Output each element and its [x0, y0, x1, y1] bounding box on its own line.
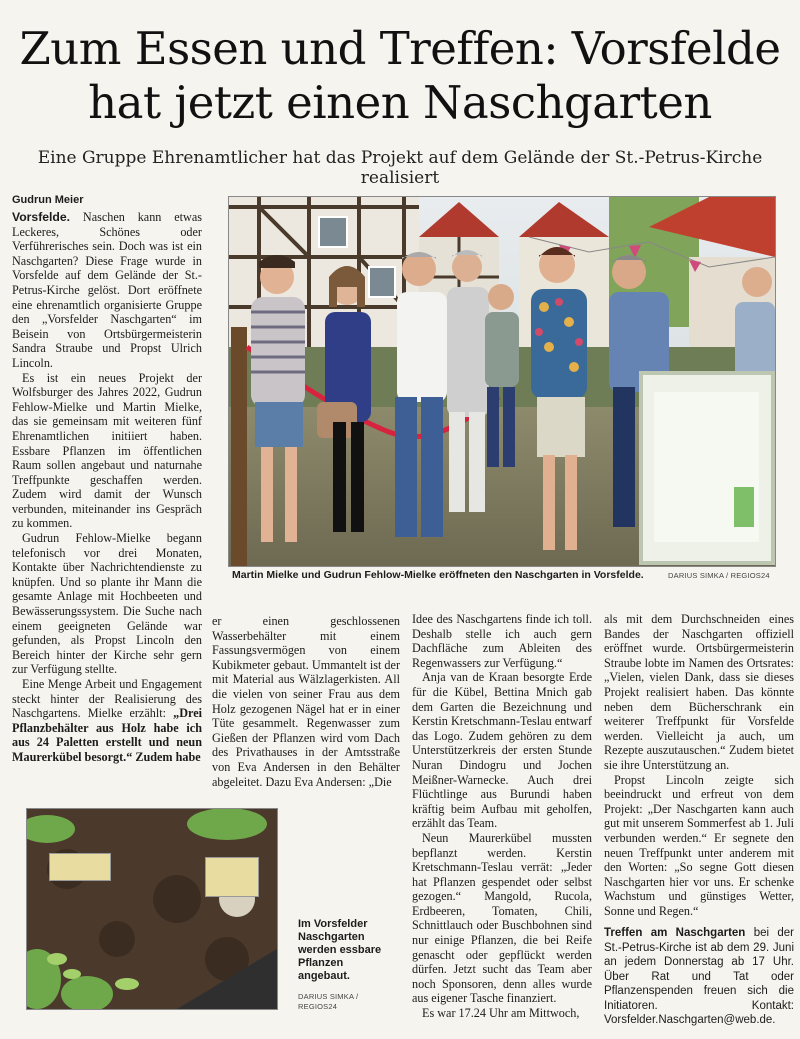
headline-line-2: hat jetzt einen Naschgarten	[88, 76, 712, 129]
article-column-3	[412, 612, 592, 1021]
article-column-2	[212, 614, 400, 789]
garden-bed-photo	[27, 809, 277, 1009]
main-photo	[228, 196, 776, 567]
paragraph	[12, 677, 202, 765]
article-headline	[0, 22, 800, 130]
paragraph: als mit dem Durchschneiden eines Bandes der Naschgarten offiziell eröffnet wurde. Ortsbürgermeisterin Straube lobte im Namen des Ortsrates: „Vielen, vielen Dank, dass sie dieses Projekt realisiert haben. Das könnte neben dem Bücherschrank ein weiterer Treffpunkt für Vorsfelde werden. Vielleicht ja auch, um Rezepte auszutauschen.“ Zudem bietet sie ihre Unterstützung an.	[604, 612, 794, 772]
info-box-title: Treffen am Naschgarten	[604, 927, 746, 940]
article-column-4	[604, 612, 794, 1028]
author-byline: Gudrun Meier	[12, 194, 84, 206]
paragraph: Es war 17.24 Uhr am Mittwoch,	[422, 1006, 580, 1021]
dateline: Vorsfelde.	[12, 210, 71, 224]
paragraph: Propst Lincoln zeigte sich beeindruckt und erfreut von dem Projekt: „Der Naschgarten kann auch gut mit unserem Sommerfest ab 1. Juli verbunden werden.“ Er segnete den neuen Treffpunkt unter anderem mit den Worten: „So segne Gott diesen Naschgarten hier vor uns. Er schenke Wachstum und günstiges Wetter, Sonne und Regen.“	[604, 772, 794, 918]
info-box	[604, 926, 794, 1028]
paragraph-text: Naschen kann etwas Leckeres, Schönes oder Verführerisches sein. Doch was ist ein Naschgarten? Diese Frage wurde in Vorsfelde auf dem Gelände der St.-Petrus-Kirche gelöst. Dort eröffnete eine ehrenamtlich organisierte Gruppe den „Vorsfelder Naschgarten“ im Beisein von Ortsbürgermeisterin Sandra Straube und Propst Ulrich Lincoln.	[12, 210, 202, 370]
paragraph: Neun Maurerkübel mussten bepflanzt werden. Kerstin Kretschmann-Teslau verrät: „Jeder hat Pflanzen gespendet oder selbst gezogen.“ Mangold, Rucola, Erdbeeren, Tomaten, Chili, Schnittlauch oder Buschbohnen sind nur einige Pflanzen, die bei Reife genascht oder gepflückt werden dürfen. Jetzt sucht das Team aber noch Sponsoren, denn alles wurde aus eigener Tasche finanziert.	[412, 830, 592, 1006]
highlighted-quote: „Drei Pflanzbehälter aus Holz habe ich aus 24 Paletten erstellt und neun Maurerkübel besorgt.“ Zudem habe	[12, 706, 203, 764]
small-photo	[26, 808, 278, 1010]
paragraph: er einen geschlossenen Wasserbehälter mit einem Fassungsvermögen von einem Kubikmeter gebaut. Ummantelt ist der mit Material aus Wälzlagerkisten. All die vielen von seiner Frau aus dem Holz gezogenen Nägel hat er in einer Tüte gesammelt. Regenwasser zum Gießen der Pflanzen wird vom Dach des Privathauses in der Amtsstraße von Eva Andersen in den Behälter abgeleitet. Dazu Eva Andersen: „Die	[212, 614, 400, 789]
paragraph: Anja van de Kraan besorgte Erde für die Kübel, Bettina Mnich gab dem Garten die Bezeichnung und Kerstin Kretschmann-Teslau entwarf das Logo. Zudem gehören zu dem Unterstützerkreis der ersten Stunde Nuran Dindogru und Jochen Meißner-Warnecke. Auch drei Flüchtlinge aus Burundi haben kräftig beim Aufbau mit geholfen, erzählt das Team.	[412, 670, 592, 831]
credit-line: DARIUS SIMKA /	[298, 992, 359, 1001]
plant-label-sign	[49, 853, 111, 881]
paragraph-text: Eine Menge Arbeit und Engagement steckt hinter der Realisierung des Naschgartens. Mielke erzählt:	[12, 677, 202, 721]
small-photo-credit	[298, 992, 394, 1012]
paragraph	[12, 210, 202, 371]
paragraph: Es ist ein neues Projekt der Wolfsburger des Jahres 2022, Gudrun Fehlow-Mielke und Martin Mielke, das sie gemeinsam mit weiteren fünf Ehrenamtlichen initiiert haben. Essbare Pflanzen im öffentlichen Raum sollen angebaut und naturnahe Treffpunkte geschaffen werden. Zudem wird damit der Wunsch verbunden, miteinander ins Gespräch zu kommen.	[12, 370, 202, 531]
plant-label-sign	[205, 857, 259, 897]
paragraph: Gudrun Fehlow-Mielke begann telefonisch vor drei Monaten, Kontakte über Nachrichtendienste zu knüpfen. Und so plante ihr Mann die gesamte Anlage mit Hochbeeten und Bewässerungssystem. Die Suche nach einem geeigneten Gelände war gefunden, als Propst Lincoln den Bereich hinter der Kirche sehr gern zur Verfügung stellte.	[12, 531, 202, 677]
ribbon-cutting-photo	[229, 197, 775, 566]
article-column-1	[12, 210, 202, 765]
small-photo-caption: Im Vorsfelder Naschgarten werden essbare Pflanzen angebaut.	[298, 918, 382, 982]
paragraph: Idee des Naschgartens finde ich toll. Deshalb stelle ich auch gern Dachfläche zum Ableiten des Regenwassers zur Verfügung.“	[412, 612, 592, 670]
info-box-text: bei der St.-Petrus-Kirche ist ab dem 29. Juni an jedem Donnerstag ab 17 Uhr. Über Rat und Tat oder Pflanzenspenden freuen sich die Initiatoren. Kontakt: Vorsfelder.Naschgarten@web.de.	[604, 927, 795, 1027]
headline-line-1: Zum Essen und Treffen: Vorsfelde	[19, 22, 781, 75]
article-subheadline: Eine Gruppe Ehrenamtlicher hat das Projekt auf dem Gelände der St.-Petrus-Kirche realisiert	[37, 148, 763, 188]
main-photo-credit: DARIUS SIMKA / REGIOS24	[668, 571, 770, 580]
main-photo-caption: Martin Mielke und Gudrun Fehlow-Mielke eröffneten den Naschgarten in Vorsfelde.	[232, 569, 644, 581]
credit-line: REGIOS24	[298, 1002, 338, 1011]
